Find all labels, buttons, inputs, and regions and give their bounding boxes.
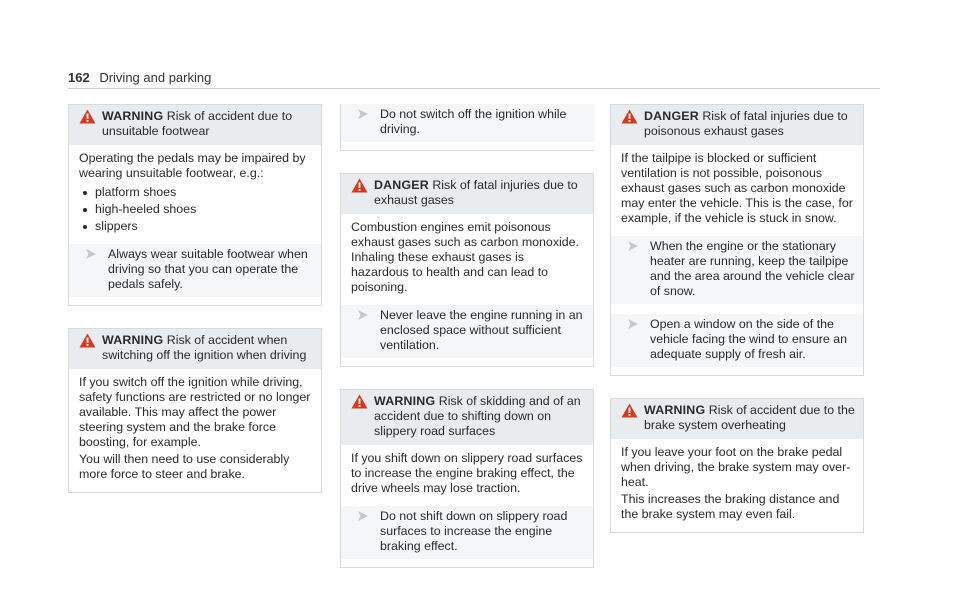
danger-box-tailpipe [610, 104, 864, 376]
list-item: slippers [79, 219, 313, 234]
warning-paragraph: If you switch off the ignition while driving, safety functions are restricted or no longer available. This may affect the power steering system and the brake force boosting, for example. [79, 375, 311, 449]
warning-header [69, 329, 321, 369]
column-3 [610, 104, 864, 555]
warning-triangle-icon [351, 394, 368, 409]
warning-keyword: WARNING [644, 403, 706, 417]
arrow-right-icon [85, 248, 97, 260]
danger-body [611, 145, 863, 375]
section-title: Driving and parking [99, 70, 212, 85]
warning-title: Risk of accident due to the brake system overheating [644, 403, 855, 432]
warning-box-brake [610, 398, 864, 533]
header-divider [68, 88, 880, 89]
danger-body [341, 214, 593, 366]
instruction-step [611, 314, 863, 367]
instruction-step [69, 244, 321, 297]
arrow-right-icon [357, 309, 369, 321]
warning-title: Risk of accident due to unsuitable footwear [102, 109, 293, 138]
warning-box-skidding [340, 389, 594, 568]
warning-triangle-icon [351, 178, 368, 193]
warning-title: Risk of accident when switching off the ignition when driving [102, 333, 307, 362]
danger-title: Risk of fatal injuries due to poisonous exhaust gases [644, 109, 848, 138]
warning-triangle-icon [79, 109, 96, 124]
warning-paragraph: If you shift down on slippery road surfaces to increase the engine braking effect, the drive wheels may lose traction. [351, 451, 583, 495]
danger-box-exhaust [340, 173, 594, 367]
step-box-ignition [340, 104, 594, 151]
step-text: Do not switch off the ignition while driving. [380, 107, 567, 136]
warning-keyword: WARNING [374, 394, 436, 408]
danger-paragraph: If the tailpipe is blocked or sufficient ventilation is not possible, poisonous exhaust gases such as carbon monoxide may enter the vehicle. This is the case, for example, if the vehicle is stuck in snow. [621, 151, 853, 225]
list-item: platform shoes [79, 185, 313, 200]
warning-header [611, 399, 863, 439]
step-text: Open a window on the side of the vehicle facing the wind to ensure an adequate supply of fresh air. [650, 317, 847, 361]
arrow-right-icon [627, 240, 639, 252]
instruction-step [341, 305, 593, 358]
warning-paragraph: If you leave your foot on the brake pedal when driving, the brake system may overheat. [621, 445, 851, 489]
warning-box-ignition [68, 328, 322, 493]
step-text: Do not shift down on slippery road surfaces to increase the engine braking effect. [380, 509, 568, 553]
step-text: Always wear suitable footwear when driving so that you can operate the pedals safely. [108, 247, 308, 291]
danger-title: Risk of fatal injuries due to exhaust gases [374, 178, 578, 207]
danger-paragraph: Combustion engines emit poisonous exhaust gases such as carbon monoxide. Inhaling these exhaust gases is hazardous to health and can lead to poisoning. [351, 220, 579, 294]
warning-triangle-icon [621, 403, 638, 418]
column-2 [340, 104, 594, 590]
warning-paragraph: Operating the pedals may be impaired by wearing unsuitable footwear, e.g.: [79, 151, 306, 180]
arrow-right-icon [357, 510, 369, 522]
arrow-right-icon [357, 108, 369, 120]
step-text: When the engine or the stationary heater are running, keep the tailpipe and the area around the vehicle clear of snow. [650, 239, 855, 298]
bullet-list [79, 185, 313, 234]
danger-header [341, 174, 593, 214]
danger-header [611, 105, 863, 145]
column-1 [68, 104, 322, 515]
instruction-step [611, 236, 863, 304]
list-item: high-heeled shoes [79, 202, 313, 217]
warning-paragraph: This increases the braking distance and the brake system may even fail. [621, 492, 840, 521]
arrow-right-icon [627, 318, 639, 330]
warning-header [341, 390, 593, 445]
warning-body [341, 445, 593, 567]
instruction-step [341, 104, 594, 142]
warning-title: Risk of skidding and of an accident due to shifting down on slippery road surfaces [374, 394, 581, 438]
danger-keyword: DANGER [644, 109, 699, 123]
danger-keyword: DANGER [374, 178, 429, 192]
warning-keyword: WARNING [102, 333, 164, 347]
page-number: 162 [68, 70, 90, 85]
warning-box-footwear [68, 104, 322, 306]
warning-body [69, 145, 321, 305]
warning-header [69, 105, 321, 145]
step-text: Never leave the engine running in an enclosed space without sufficient ventilation. [380, 308, 583, 352]
warning-triangle-icon [621, 109, 638, 124]
warning-paragraph: You will then need to use considerably more force to steer and brake. [79, 452, 290, 481]
warning-triangle-icon [79, 333, 96, 348]
warning-keyword: WARNING [102, 109, 164, 123]
page-header [68, 70, 211, 85]
warning-body [611, 439, 863, 532]
warning-body [69, 369, 321, 492]
